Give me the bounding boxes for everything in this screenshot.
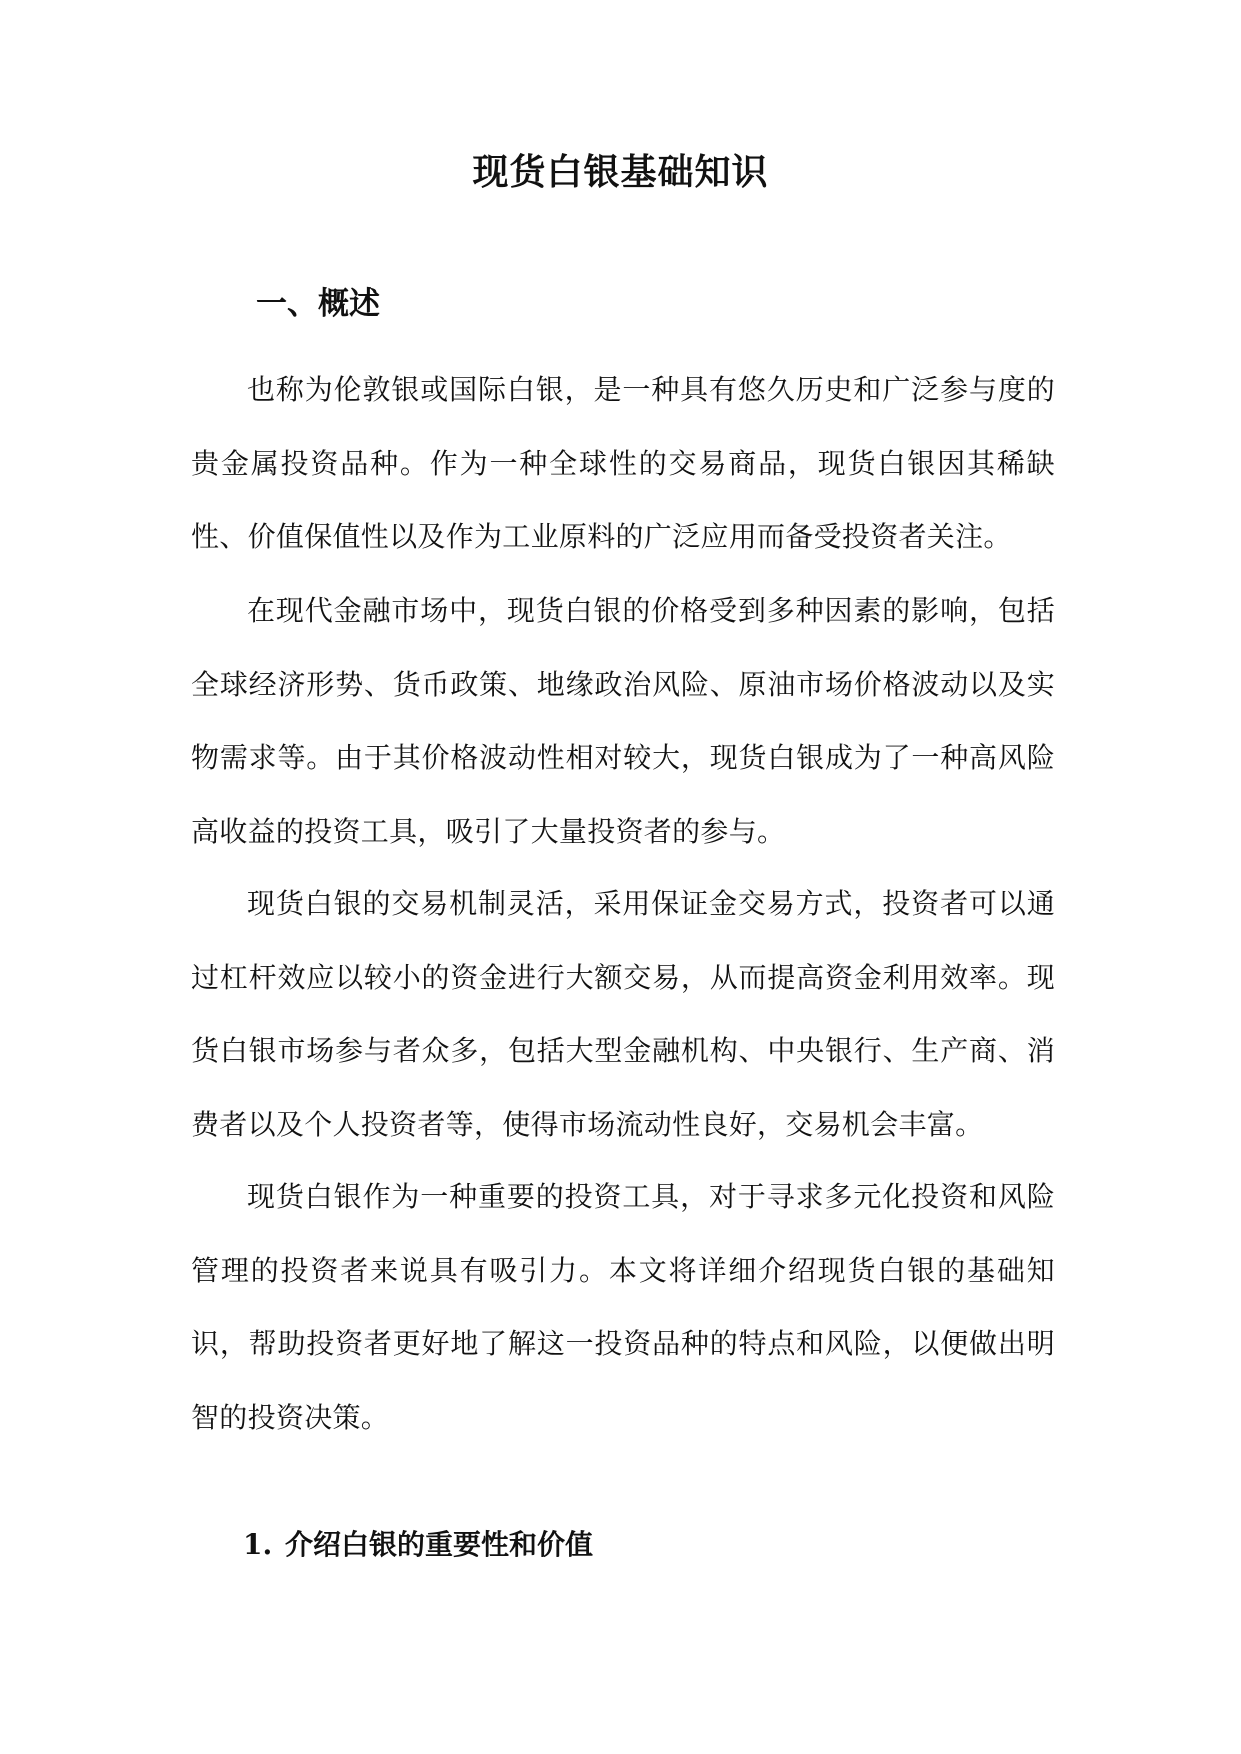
section-heading-overview: 一、概述 xyxy=(256,286,380,322)
paragraph-2: 在现代金融市场中，现货白银的价格受到多种因素的影响，包括全球经济形势、货币政策、地缘政治风险、原油市场价格波动以及实物需求等。由于其价格波动性相对较大，现货白银成为了一种高风险高收益的投资工具，吸引了大量投资者的参与。 xyxy=(191,594,1055,848)
subheading-1 xyxy=(243,1523,593,1567)
subheading-text: 介绍白银的重要性和价值 xyxy=(285,1528,594,1561)
subheading-number: 1. xyxy=(243,1528,273,1561)
paragraph-3: 现货白银的交易机制灵活，采用保证金交易方式，投资者可以通过杠杆效应以较小的资金进行大额交易，从而提高资金利用效率。现货白银市场参与者众多，包括大型金融机构、中央银行、生产商、消费者以及个人投资者等，使得市场流动性良好，交易机会丰富。 xyxy=(191,887,1055,1141)
document-title: 现货白银基础知识 xyxy=(472,151,769,193)
paragraph-1: 也称为伦敦银或国际白银，是一种具有悠久历史和广泛参与度的贵金属投资品种。作为一种全球性的交易商品，现货白银因其稀缺性、价值保值性以及作为工业原料的广泛应用而备受投资者关注。 xyxy=(191,373,1055,553)
paragraph-4: 现货白银作为一种重要的投资工具，对于寻求多元化投资和风险管理的投资者来说具有吸引力。本文将详细介绍现货白银的基础知识，帮助投资者更好地了解这一投资品种的特点和风险，以便做出明智的投资决策。 xyxy=(191,1180,1055,1434)
